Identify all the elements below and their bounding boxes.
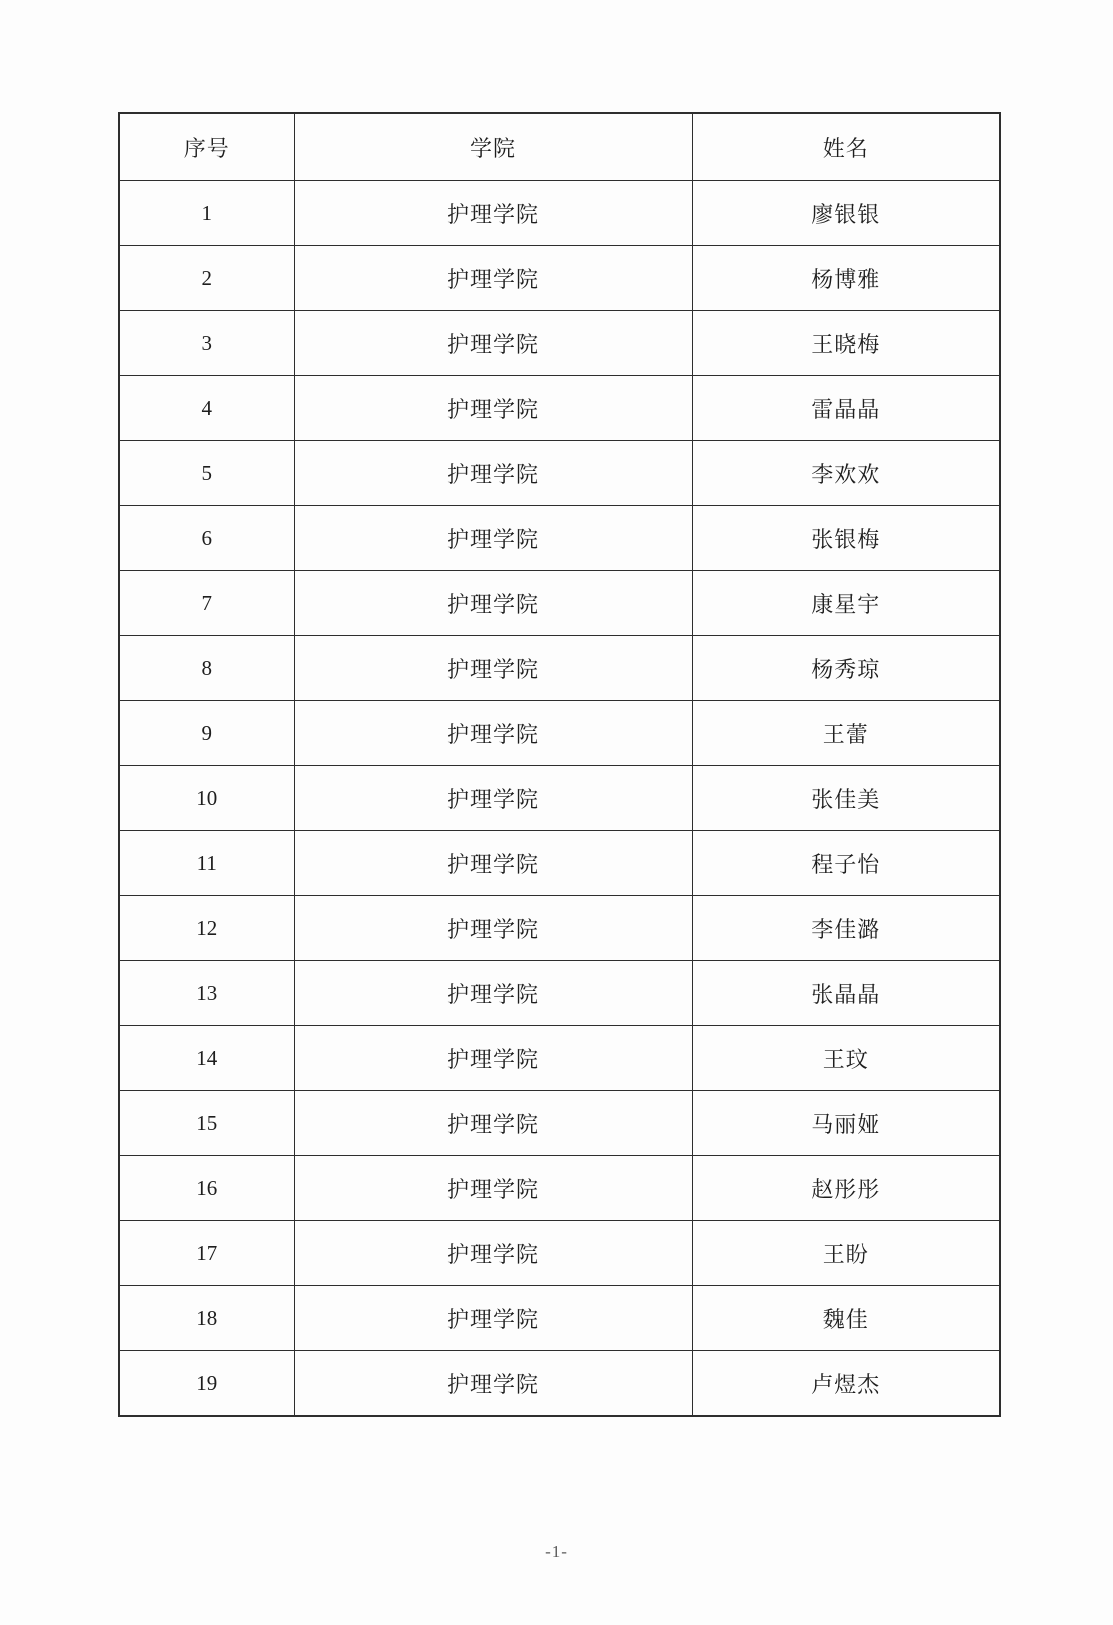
seq-cell: 18 [119,1286,294,1351]
college-cell: 护理学院 [294,766,692,831]
seq-cell: 5 [119,441,294,506]
name-cell: 杨秀琼 [692,636,1000,701]
seq-cell: 7 [119,571,294,636]
seq-cell: 4 [119,376,294,441]
name-cell: 康星宇 [692,571,1000,636]
table-row [119,1156,1000,1221]
table-row [119,896,1000,961]
name-cell: 王蕾 [692,701,1000,766]
table-row [119,441,1000,506]
name-cell: 马丽娅 [692,1091,1000,1156]
seq-cell: 13 [119,961,294,1026]
college-cell: 护理学院 [294,246,692,311]
name-cell: 廖银银 [692,181,1000,246]
college-cell: 护理学院 [294,181,692,246]
college-cell: 护理学院 [294,311,692,376]
college-cell: 护理学院 [294,441,692,506]
college-cell: 护理学院 [294,896,692,961]
table-row [119,311,1000,376]
seq-cell: 12 [119,896,294,961]
seq-cell: 6 [119,506,294,571]
college-cell: 护理学院 [294,506,692,571]
table-row [119,766,1000,831]
seq-cell: 16 [119,1156,294,1221]
table-row [119,571,1000,636]
name-cell: 李佳潞 [692,896,1000,961]
header-college: 学院 [294,113,692,181]
table-row [119,246,1000,311]
table-row [119,506,1000,571]
table-row [119,831,1000,896]
table-row [119,636,1000,701]
name-cell: 魏佳 [692,1286,1000,1351]
header-name: 姓名 [692,113,1000,181]
header-row [119,113,1000,181]
college-cell: 护理学院 [294,1221,692,1286]
seq-cell: 10 [119,766,294,831]
college-cell: 护理学院 [294,636,692,701]
seq-cell: 15 [119,1091,294,1156]
college-cell: 护理学院 [294,571,692,636]
college-cell: 护理学院 [294,1156,692,1221]
roster-table [118,112,1001,1417]
seq-cell: 19 [119,1351,294,1417]
table-row [119,961,1000,1026]
name-cell: 雷晶晶 [692,376,1000,441]
table-row [119,1351,1000,1417]
name-cell: 卢煜杰 [692,1351,1000,1417]
name-cell: 程子怡 [692,831,1000,896]
page-number: -1- [545,1542,568,1561]
table-row [119,1091,1000,1156]
college-cell: 护理学院 [294,961,692,1026]
name-cell: 张晶晶 [692,961,1000,1026]
college-cell: 护理学院 [294,1286,692,1351]
table-row [119,701,1000,766]
name-cell: 王晓梅 [692,311,1000,376]
name-cell: 赵彤彤 [692,1156,1000,1221]
seq-cell: 9 [119,701,294,766]
name-cell: 王盼 [692,1221,1000,1286]
table-row [119,1221,1000,1286]
seq-cell: 8 [119,636,294,701]
seq-cell: 1 [119,181,294,246]
table-row [119,181,1000,246]
seq-cell: 3 [119,311,294,376]
header-seq: 序号 [119,113,294,181]
name-cell: 王玟 [692,1026,1000,1091]
college-cell: 护理学院 [294,376,692,441]
college-cell: 护理学院 [294,1351,692,1417]
college-cell: 护理学院 [294,1026,692,1091]
name-cell: 李欢欢 [692,441,1000,506]
table-row [119,1286,1000,1351]
seq-cell: 17 [119,1221,294,1286]
name-cell: 张银梅 [692,506,1000,571]
name-cell: 杨博雅 [692,246,1000,311]
college-cell: 护理学院 [294,1091,692,1156]
seq-cell: 14 [119,1026,294,1091]
seq-cell: 11 [119,831,294,896]
college-cell: 护理学院 [294,701,692,766]
seq-cell: 2 [119,246,294,311]
college-cell: 护理学院 [294,831,692,896]
table-row [119,376,1000,441]
name-cell: 张佳美 [692,766,1000,831]
table-row [119,1026,1000,1091]
